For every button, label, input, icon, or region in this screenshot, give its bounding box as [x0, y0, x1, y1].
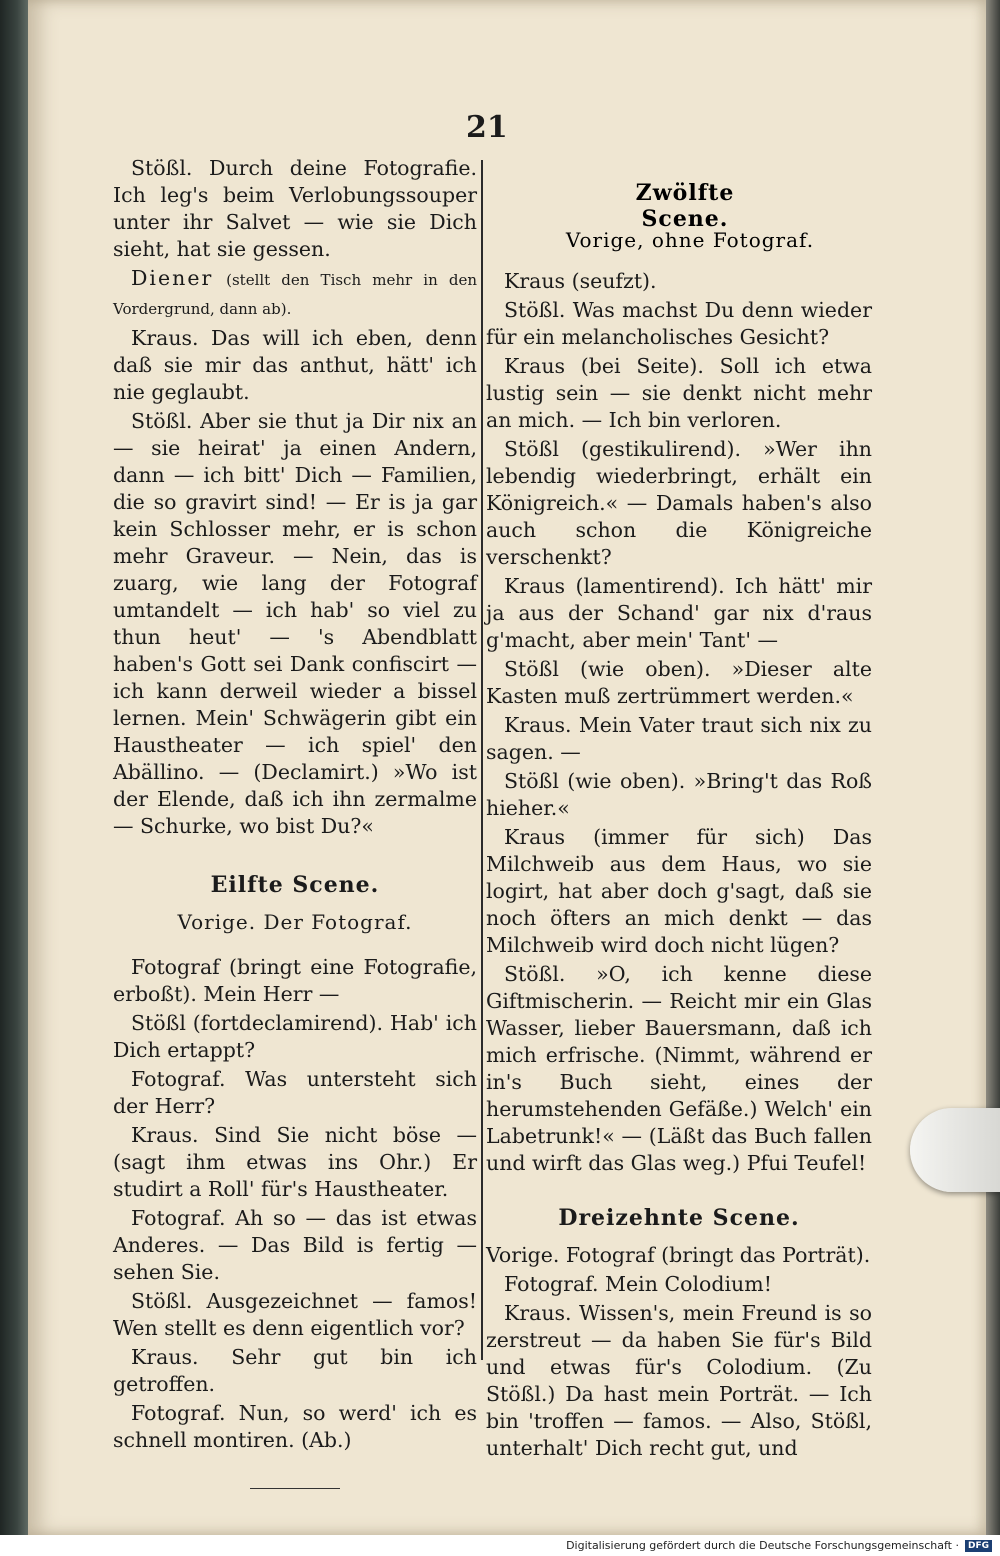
page-turn-tab[interactable] — [910, 1108, 1000, 1192]
text-paragraph: Stößl. Ausgezeichnet — famos! Wen stellt es denn eigentlich vor? — [113, 1289, 477, 1340]
text-paragraph: Kraus (seufzt). — [504, 269, 657, 293]
scene-cast: Vorige. Der Fotograf. — [177, 910, 413, 934]
text-paragraph: Stößl (wie oben). »Bring't das Roß hieher.« — [486, 769, 872, 820]
text-paragraph: Fotograf. Mein Colodium! — [504, 1272, 772, 1296]
scene-cast: Vorige, ohne Fotograf. — [565, 228, 815, 252]
scene-heading: Dreizehnte Scene. — [558, 1205, 800, 1231]
left-column — [113, 155, 477, 1489]
scene-heading: Eilfte Scene. — [210, 872, 380, 898]
text-paragraph: Kraus. Sind Sie nicht böse — (sagt ihm etwas ins Ohr.) Er studirt a Roll' für's Haustheater. — [113, 1123, 477, 1201]
right-column — [486, 268, 872, 1464]
text-paragraph: Fotograf. Ah so — das ist etwas Anderes. — Das Bild is fertig — sehen Sie. — [113, 1206, 477, 1284]
text-paragraph: Kraus (lamentirend). Ich hätt' mir ja aus der Schand' gar nix d'raus g'macht, aber mein' Tant' — — [486, 574, 872, 652]
end-rule — [250, 1488, 340, 1489]
page-edge — [986, 0, 1000, 1535]
scene-heading: Zwölfte Scene. — [635, 180, 735, 232]
column-divider — [481, 160, 483, 1360]
page-number: 21 — [466, 110, 508, 145]
text-paragraph: Stößl. Aber sie thut ja Dir nix an — sie heirat' ja einen Andern, dann — ich bitt' Dich — Familien, die so gravirt sind! — Er is ja gar kein Schlosser mehr, er is schon mehr Graveur. — Nein, das is zuarg, wie lang der Fotograf umtandelt — ich hab' so viel zu thun heut' — 's Abendblatt haben's Gott sei Dank confiscirt — ich kann derweil wieder a bissel lernen. Mein' Schwägerin gibt ein Haustheater — ich spiel' den Abällino. — (Declamirt.) »Wo ist der Elende, daß ich ihn zermalme — Schurke, wo bist Du?« — [113, 409, 477, 838]
speaker-name: Diener — [131, 266, 214, 290]
text-paragraph: Stößl (gestikulirend). »Wer ihn lebendig wiederbringt, erhält ein Königreich.« — Damals haben's also auch schon die Königreiche verschenkt? — [486, 437, 872, 569]
text-paragraph: Kraus. Sehr gut bin ich getroffen. — [113, 1345, 477, 1396]
scene-cast: Vorige. Fotograf (bringt das Porträt). — [486, 1243, 871, 1267]
text-paragraph: Stößl (wie oben). »Dieser alte Kasten muß zertrümmert werden.« — [486, 657, 872, 708]
text-paragraph: Kraus. Mein Vater traut sich nix zu sagen. — — [486, 713, 872, 764]
text-paragraph: Stößl. Was machst Du denn wieder für ein melancholisches Gesicht? — [486, 298, 872, 349]
text-paragraph: Stößl. Durch deine Fotografie. Ich leg's beim Verlobungssouper unter ihr Salvet — wie sie Dich sieht, hat sie gessen. — [113, 156, 477, 261]
text-paragraph: Stößl. »O, ich kenne diese Giftmischerin. — Reicht mir ein Glas Wasser, lieber Bauersmann, daß ich mich erfrische. (Nimmt, während er in's Buch sieht, eines der herumstehenden Gefäße.) Welch' ein Labetrunk!« — (Läßt das Buch fallen und wirft das Glas weg.) Pfui Teufel! — [486, 962, 872, 1175]
book-spine — [0, 0, 28, 1556]
text-paragraph: Kraus. Das will ich eben, denn daß sie mir das anthut, hätt' ich nie geglaubt. — [113, 326, 477, 404]
text-paragraph — [113, 265, 477, 323]
text-paragraph: Kraus. Wissen's, mein Freund is so zerstreut — da haben Sie für's Bild und etwas für's Colodium. (Zu Stößl.) Da hast mein Porträt. — Ich bin 'troffen — famos. — Also, Stößl, unterhalt' Dich recht gut, und — [486, 1301, 872, 1460]
dfg-logo: DFG — [965, 1540, 992, 1552]
text-paragraph: Fotograf (bringt eine Fotografie, erboßt). Mein Herr — — [113, 955, 477, 1006]
text-paragraph: Stößl (fortdeclamirend). Hab' ich Dich ertappt? — [113, 1011, 477, 1062]
text-paragraph: Kraus (bei Seite). Soll ich etwa lustig sein — sie denkt nicht mehr an mich. — Ich bin verloren. — [486, 354, 872, 432]
footer-bar — [0, 1535, 1000, 1556]
stage-direction: (stellt den Tisch mehr in den Vordergrund, dann ab). — [113, 271, 477, 318]
text-paragraph: Kraus (immer für sich) Das Milchweib aus dem Haus, wo sie logirt, hat aber doch g'sagt, daß sie noch öfters an mich denkt — das Milchweib wird doch nicht lügen? — [486, 825, 872, 957]
text-paragraph: Fotograf. Was untersteht sich der Herr? — [113, 1067, 477, 1118]
text-paragraph: Fotograf. Nun, so werd' ich es schnell montiren. (Ab.) — [113, 1401, 477, 1452]
footer-credit: Digitalisierung gefördert durch die Deutsche Forschungsgemeinschaft · — [566, 1539, 959, 1552]
